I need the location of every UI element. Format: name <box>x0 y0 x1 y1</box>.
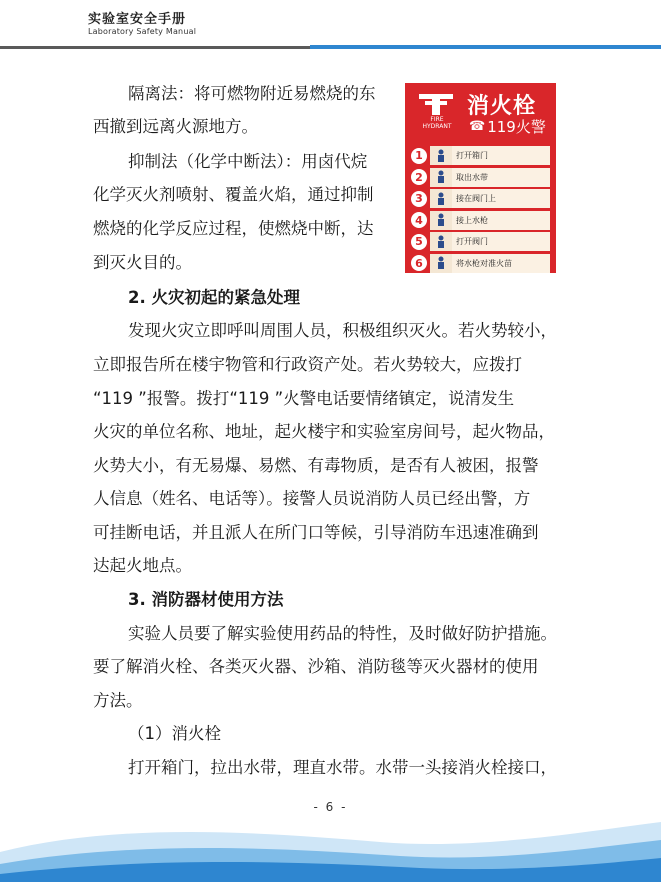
sign-phone-text: 119火警 <box>487 118 546 136</box>
sign-step <box>411 231 550 252</box>
section-2-line-7: 可挂断电话，并且派人在所门口等候，引导消防车迅速准确到 <box>93 523 539 542</box>
sign-step <box>411 167 550 188</box>
step-number: 4 <box>411 212 427 228</box>
sign-phone <box>469 116 546 137</box>
footer-wave-decoration <box>0 812 661 882</box>
section-2-heading: 2. 火灾初起的紧急处理 <box>128 288 300 307</box>
sign-header <box>405 83 556 141</box>
step-label: 打开箱门 <box>452 146 550 165</box>
person-icon <box>430 232 452 251</box>
header-divider-gray <box>0 46 310 49</box>
page-number: - 6 - <box>313 800 348 814</box>
section-2-line-8: 达起火地点。 <box>93 556 192 575</box>
step-number: 1 <box>411 148 427 164</box>
sign-icon-label-line-1: FIRE <box>430 116 444 123</box>
suppression-line-2: 化学灭火剂喷射、覆盖火焰，通过抑制 <box>93 185 374 204</box>
isolation-line-1: 隔离法：将可燃物附近易燃烧的东 <box>128 84 376 103</box>
section-2-line-5: 火势大小，有无易爆、易燃、有毒物质，是否有人被困，报警 <box>93 456 539 475</box>
header-subtitle: Laboratory Safety Manual <box>88 27 197 36</box>
section-2-line-2: 立即报告所在楼宇物管和行政资产处。若火势较大，应拨打 <box>93 355 522 374</box>
subsection-1-heading: （1）消火栓 <box>128 724 221 743</box>
suppression-line-3: 燃烧的化学反应过程，使燃烧中断，达 <box>93 219 374 238</box>
section-3-line-2: 要了解消火栓、各类灭火器、沙箱、消防毯等灭火器材的使用 <box>93 657 539 676</box>
person-icon <box>430 254 452 273</box>
page-header <box>0 0 661 60</box>
sign-steps <box>411 145 550 274</box>
step-number: 2 <box>411 169 427 185</box>
section-2-line-6: 人信息（姓名、电话等）。接警人员说消防人员已经出警，方 <box>93 489 531 508</box>
section-2-line-1: 发现火灾立即呼叫周围人员，积极组织灭火。若火势较小， <box>128 321 557 340</box>
sign-icon-label <box>419 116 455 130</box>
section-3-line-3: 方法。 <box>93 691 143 710</box>
sign-step <box>411 210 550 231</box>
header-divider-blue <box>310 45 661 49</box>
step-label: 接在阀门上 <box>452 189 550 208</box>
sign-step <box>411 188 550 209</box>
person-icon <box>430 168 452 187</box>
isolation-line-2: 西撤到远离火源地方。 <box>93 117 258 136</box>
step-number: 3 <box>411 191 427 207</box>
step-label: 将水枪对准火苗 <box>452 254 550 273</box>
person-icon <box>430 189 452 208</box>
section-2-line-3: “119 ”报警。拨打“119 ”火警电话要情绪镇定，说清发生 <box>93 389 515 408</box>
step-number: 6 <box>411 255 427 271</box>
person-icon <box>430 211 452 230</box>
person-icon <box>430 146 452 165</box>
step-label: 接上水枪 <box>452 211 550 230</box>
suppression-line-4: 到灭火目的。 <box>93 253 192 272</box>
sign-title: 消火栓 <box>467 94 537 119</box>
header-title: 实验室安全手册 <box>88 12 187 27</box>
section-3-heading: 3. 消防器材使用方法 <box>128 590 284 609</box>
step-number: 5 <box>411 234 427 250</box>
fire-hydrant-sign <box>405 83 556 273</box>
step-label: 打开阀门 <box>452 232 550 251</box>
section-3-line-1: 实验人员要了解实验使用药品的特性，及时做好防护措施。 <box>128 624 557 643</box>
sign-step <box>411 253 550 274</box>
subsection-1-line-1: 打开箱门，拉出水带，理直水带。水带一头接消火栓接口， <box>128 758 557 777</box>
section-2-line-4: 火灾的单位名称、地址，起火楼宇和实验室房间号，起火物品， <box>93 422 555 441</box>
sign-step <box>411 145 550 166</box>
suppression-line-1: 抑制法（化学中断法）：用卤代烷 <box>128 152 368 171</box>
sign-icon-label-line-2: HYDRANT <box>422 123 452 130</box>
phone-icon: ☎ <box>469 119 486 134</box>
step-label: 取出水带 <box>452 168 550 187</box>
